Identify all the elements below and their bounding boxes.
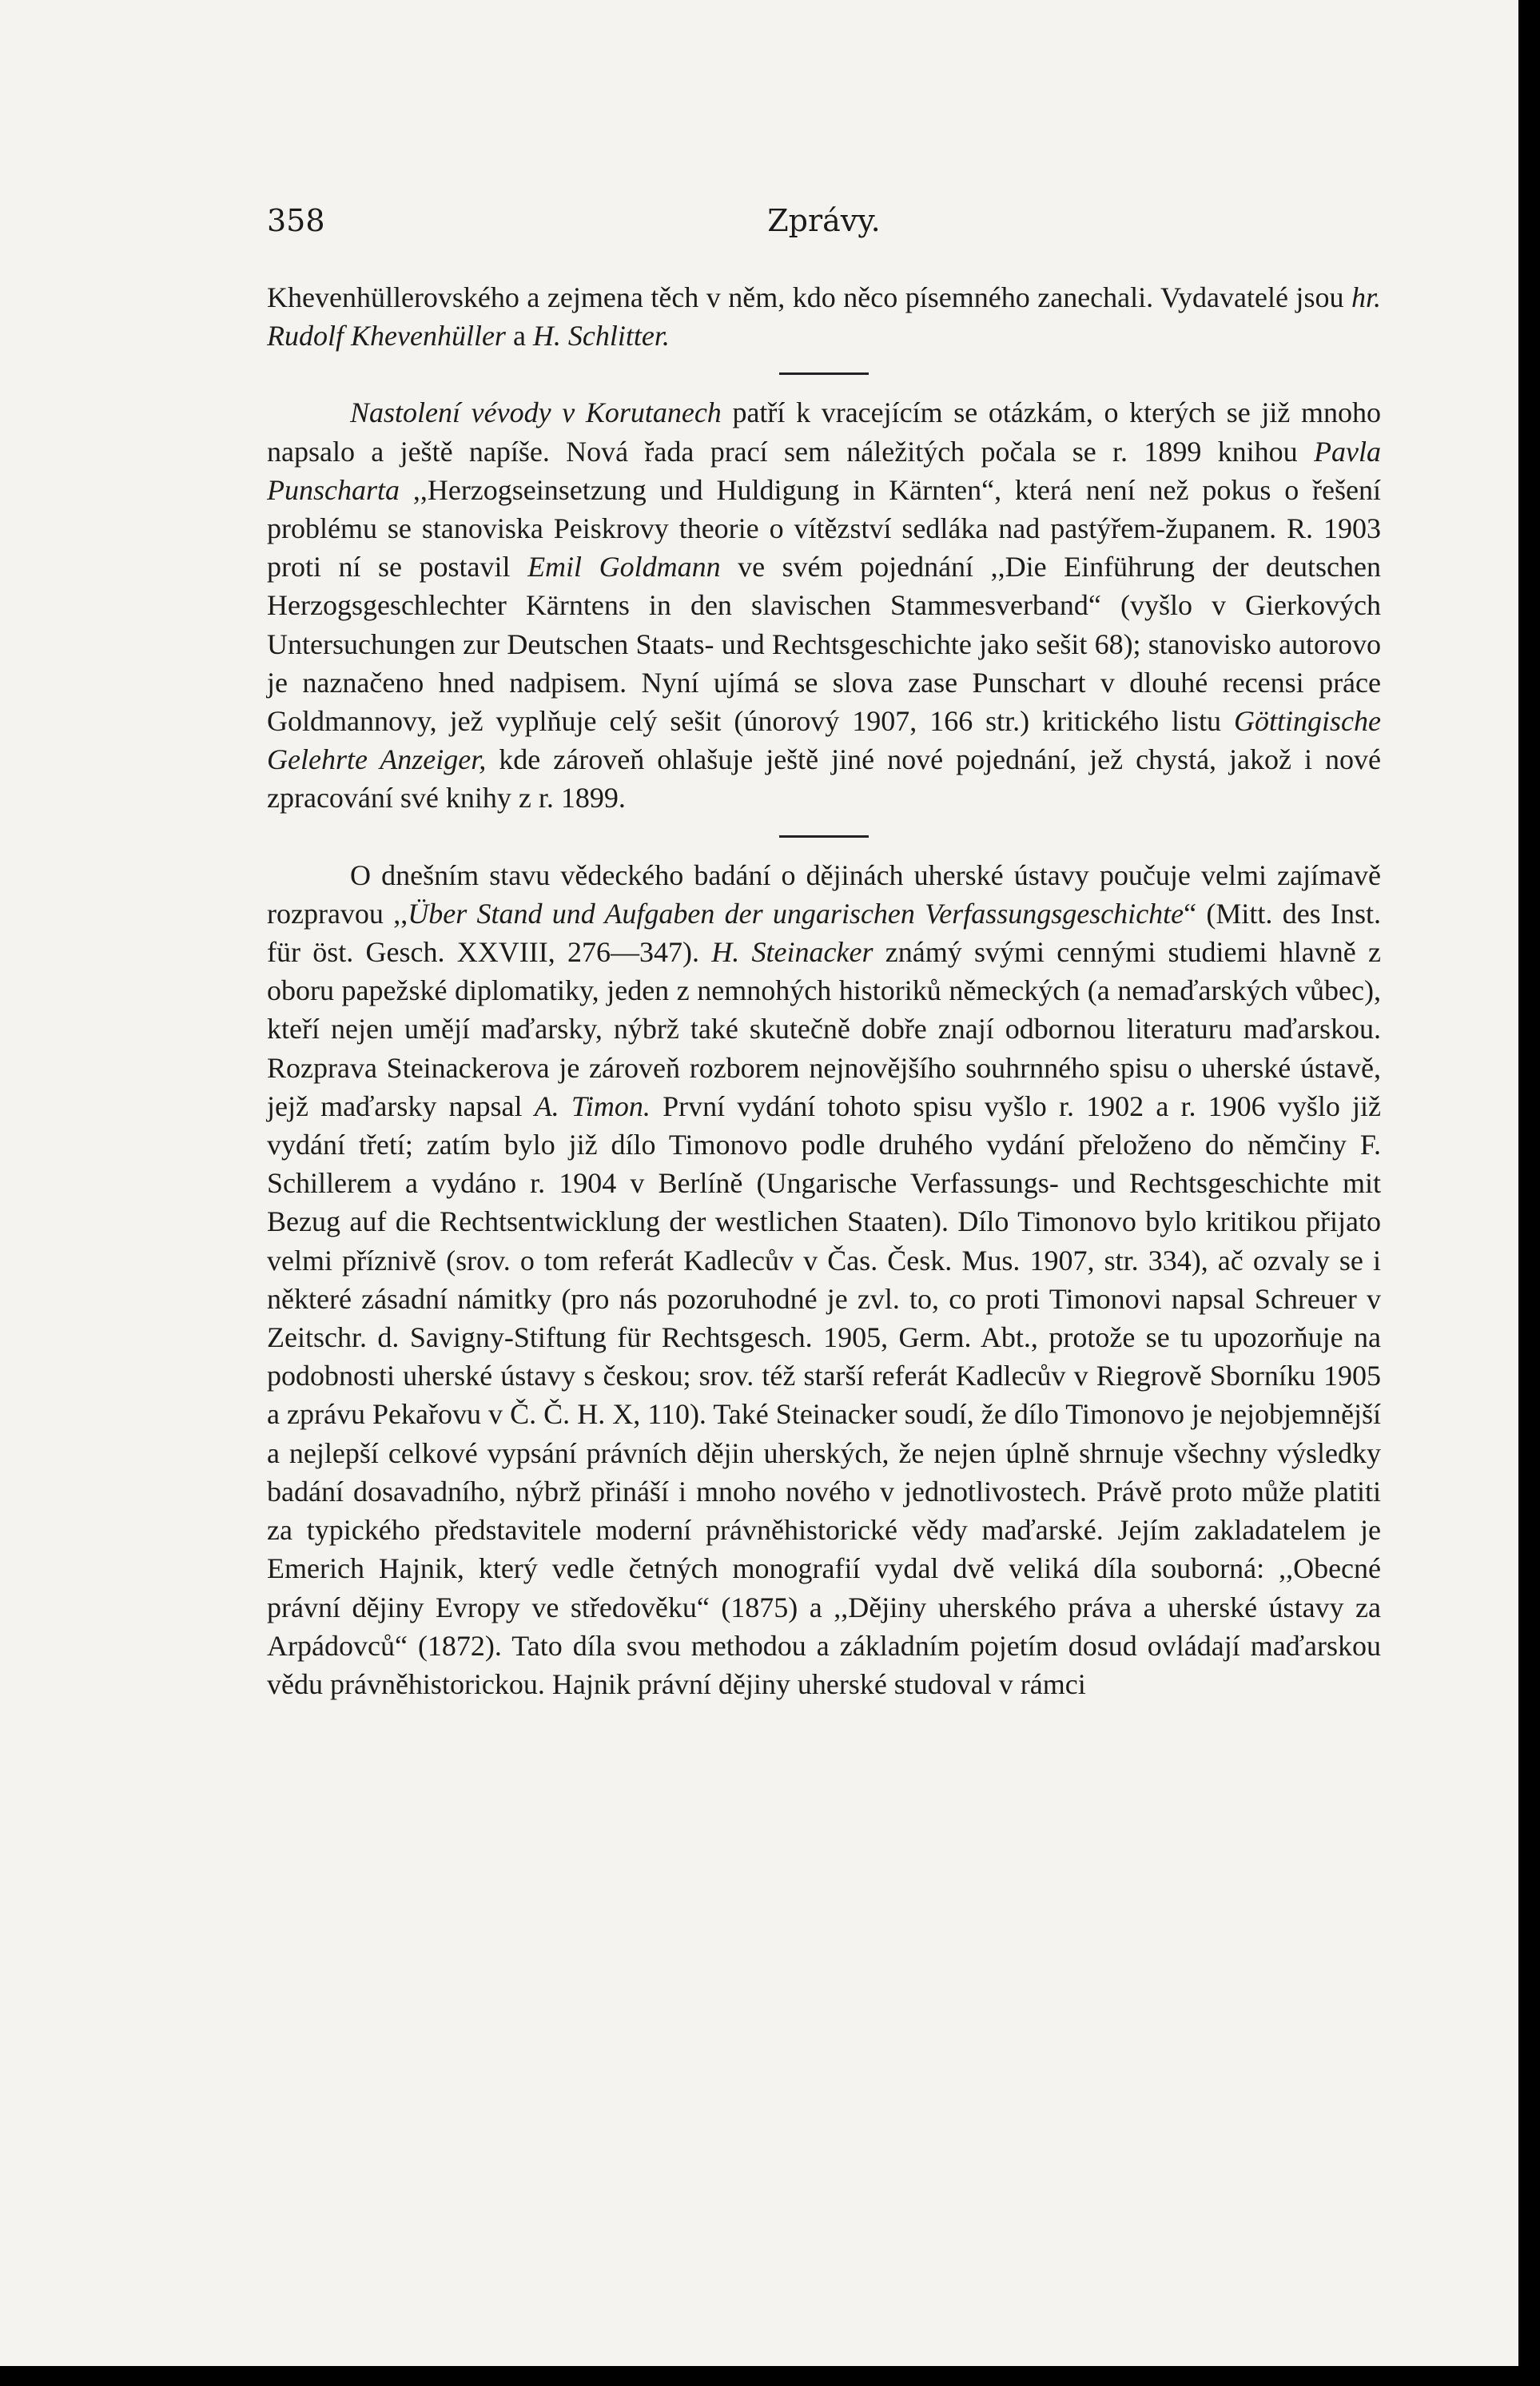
emphasized-text: H. Schlitter. — [532, 320, 670, 353]
text-run: O dnešním stavu vědeckého badání o dějinách uherské ústavy poučuje velmi zajímavě rozpravou ,, — [267, 858, 1381, 930]
section-divider — [779, 835, 869, 838]
text-run: patří k vracejícím se otázkám, o kterých se již mnoho napsalo a ještě napíše. Nová řada prací sem náležitých počala se r. 1899 knihou — [267, 396, 1381, 468]
paragraph-3 — [267, 856, 1381, 1703]
emphasized-text: Göttingische Gelehrte Anzeiger, — [267, 705, 1381, 776]
paragraph-2 — [267, 393, 1381, 817]
emphasized-text: Über Stand und Aufgaben der ungarischen Verfassungsgeschichte — [408, 897, 1184, 930]
emphasized-text: Emil Goldmann — [527, 551, 721, 584]
text-run: První vydání tohoto spisu vyšlo r. 1902 a r. 1906 vyšlo již vydání třetí; zatím bylo již dílo Timonovo podle druhého vydání přeloženo do němčiny F. Schillerem a vydáno r. 1904 v Berlíně (Ungarische Verfassungs- und Rechtsgeschichte mit Bezug auf die Rechtsentwicklung der westlichen Staaten). Dílo Timonovo bylo kritikou přijato velmi příznivě (srov. o tom referát Kadlecův v Čas. Česk. Mus. 1907, str. 334), ač ozvaly se i některé zásadní námitky (pro nás pozoruhodné je zvl. to, co proti Timonovi napsal Schreuer v Zeitschr. d. Savigny-Stiftung für Rechtsgesch. 1905, Germ. Abt., protože se tu upozorňuje na podobnosti uherské ústavy s českou; srov. též starší referát Kadlecův v Riegrově Sborníku 1905 a zprávu Pekařovu v Č. Č. H. X, 110). Také Steinacker soudí, že dílo Timonovo je nejobjemnější a nejlepší celkové vypsání právních dějin uherských, že nejen úplně shrnuje všechny výsledky badání dosavadního, nýbrž přináší i mnoho nového v jednotlivostech. Právě proto může platiti za typického představitele moderní právněhistorické vědy maďarské. Jejím zakladatelem je Emerich Hajnik, který vedle četných monografií vydal dvě veliká díla souborná: ,,Obecné právní dějiny Evropy ve středověku“ (1875) a ,,Dějiny uherského práva a uherské ústavy za Arpádovců“ (1872). Tato díla svou methodou a základním pojetím dosud ovládají maďarskou vědu právněhistorickou. Hajnik právní dějiny uherské studoval v rámci — [267, 1089, 1381, 1700]
running-title: Zprávy. — [767, 203, 881, 238]
emphasized-text: A. Timon. — [534, 1089, 651, 1122]
text-run: a — [505, 320, 533, 353]
text-run: Khevenhüllerovského a zejmena těch v něm, kdo něco písemného zanechali. Vydavatelé jsou — [267, 281, 1351, 313]
emphasized-text: hr. Rudolf Khevenhüller — [267, 281, 1381, 353]
article-body — [267, 278, 1381, 1703]
text-run: ve svém pojednání ,,Die Einführung der deutschen Herzogsgeschlechter Kärntens in den slavischen Stammesverband“ (vyšlo v Gierkových Untersuchungen zur Deutschen Staats- und Rechtsgeschichte jako sešit 68); stanovisko autorovo je naznačeno hned nadpisem. Nyní ujímá se slova zase Punschart v dlouhé recensi práce Goldmannovy, jež vyplňuje celý sešit (únorový 1907, 166 str.) kritického listu — [267, 551, 1381, 738]
text-run: “ (Mitt. des Inst. für öst. Gesch. XXVIII, 276—347). — [267, 897, 1381, 969]
paragraph-1 — [267, 278, 1381, 355]
text-run: kde zároveň ohlašuje ještě jiné nové pojednání, jež chystá, jakož i nové zpracování své knihy z r. 1899. — [267, 743, 1382, 815]
text-run: známý svými cennými studiemi hlavně z oboru papežské diplomatiky, jeden z nemnohých historiků německých (a nemaďarských vůbec), kteří nejen umějí maďarsky, nýbrž také skutečně dobře znají odbornou literaturu maďarskou. Rozprava Steinackerova je zároveň rozborem nejnovějšího souhrnného spisu o uherské ústavě, jejž maďarsky napsal — [267, 936, 1381, 1122]
text-run: ,,Herzogseinsetzung und Huldigung in Kärnten“, která není než pokus o řešení problému se stanoviska Peiskrovy theorie o vítězství sedláka nad pastýřem-županem. R. 1903 proti ní se postavil — [267, 473, 1381, 584]
section-divider — [779, 372, 869, 375]
page-header — [267, 203, 1381, 248]
emphasized-text: Nastolení vévody v Korutanech — [350, 396, 722, 429]
emphasized-text: Pavla Punscharta — [267, 435, 1381, 506]
page-number: 358 — [267, 203, 325, 238]
emphasized-text: H. Steinacker — [711, 936, 873, 969]
